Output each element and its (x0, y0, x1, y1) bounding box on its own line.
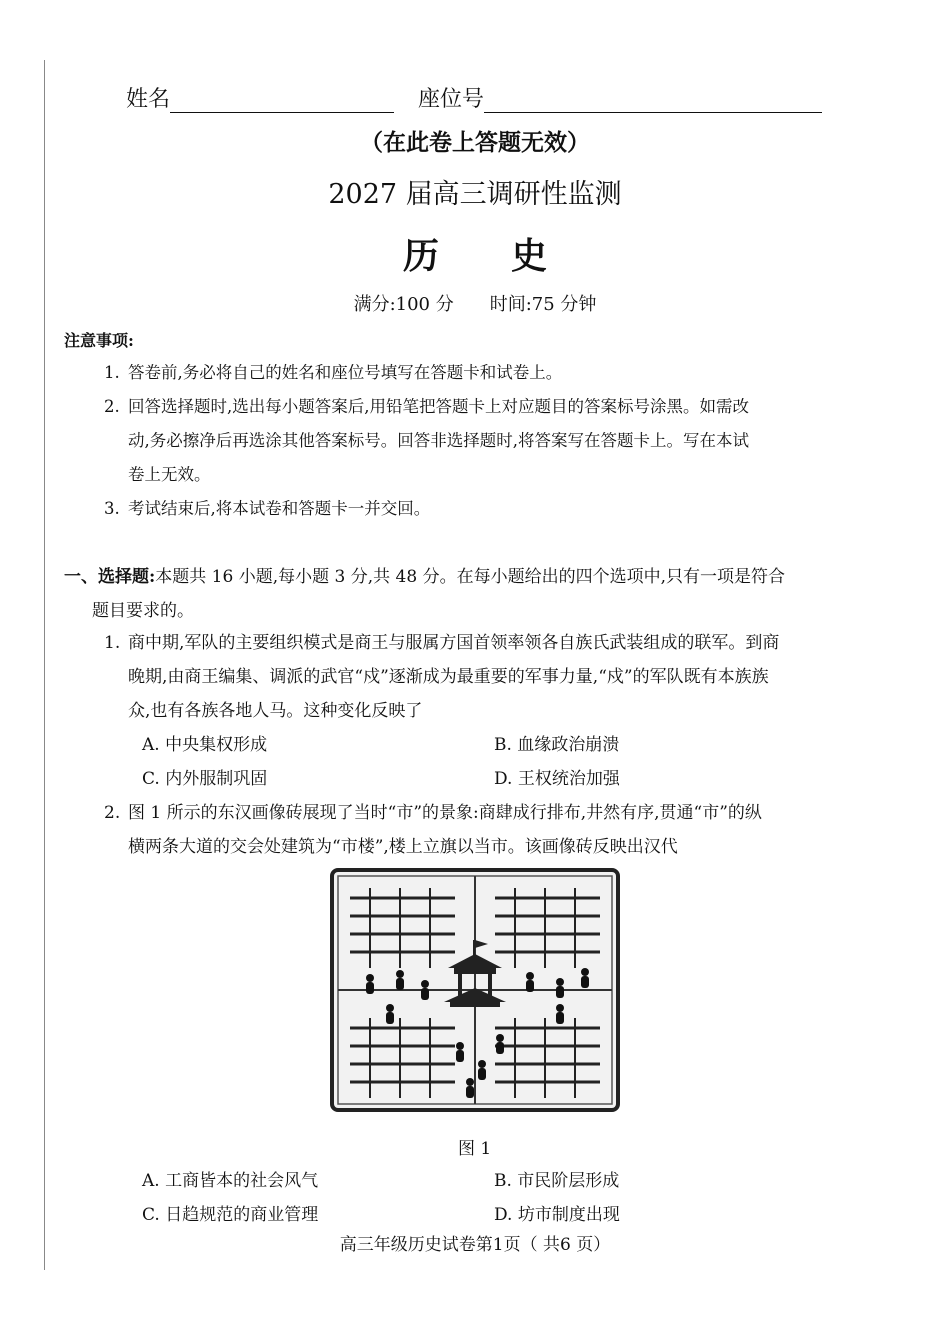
section-line: 本题共 16 小题,每小题 3 分,共 48 分。在每小题给出的四个选项中,只有一项是符合 (155, 567, 785, 587)
name-blank (170, 90, 394, 113)
figure-caption: 图 1 (458, 1139, 492, 1159)
notice-line: 答卷前,务必将自己的姓名和座位号填写在答题卡和试卷上。 (128, 363, 563, 382)
section-line: 题目要求的。 (92, 601, 194, 621)
notice-line: 动,务必擦净后再选涂其他答案标号。回答非选择题时,将答案写在答题卡上。写在本试 (128, 431, 749, 450)
question-num: 1. (104, 633, 121, 653)
q1-option-a: A. 中央集权形成 (142, 735, 268, 755)
notice-item-1 (104, 356, 894, 390)
q1-option-d: D. 王权统治加强 (494, 769, 620, 789)
q2-option-d: D. 坊市制度出现 (494, 1205, 620, 1225)
notice-num: 3. (104, 499, 120, 518)
notice-num: 2. (104, 397, 120, 416)
notice-item-2 (104, 390, 894, 492)
notice-title: 注意事项: (64, 331, 134, 350)
score-time: 满分:100 分 时间:75 分钟 (353, 294, 597, 315)
section-heading (64, 560, 894, 628)
question-line: 横两条大道的交会处建筑为“市楼”,楼上立旗以当市。该画像砖反映出汉代 (128, 837, 678, 857)
notice-line: 回答选择题时,选出每小题答案后,用铅笔把答题卡上对应题目的答案标号涂黑。如需改 (128, 397, 749, 416)
seat-field (418, 82, 822, 113)
seat-label: 座位号 (418, 87, 485, 112)
notice-line: 考试结束后,将本试卷和答题卡一并交回。 (128, 499, 431, 518)
question-2 (104, 796, 894, 864)
seat-blank (484, 90, 822, 113)
notice-num: 1. (104, 363, 120, 382)
page-footer: 高三年级历史试卷第1页（ 共6 页） (339, 1235, 611, 1255)
section-title: 一、选择题: (64, 567, 156, 587)
notice-line: 卷上无效。 (128, 465, 211, 484)
question-line: 商中期,军队的主要组织模式是商王与服属方国首领率领各自族氏武装组成的联军。到商 (128, 633, 780, 653)
question-line: 图 1 所示的东汉画像砖展现了当时“市”的景象:商肆成行排布,井然有序,贯通“市”的纵 (128, 803, 762, 823)
market-brick-relief-image (330, 868, 620, 1112)
name-label: 姓名 (126, 87, 171, 112)
notice-item-3 (104, 492, 894, 526)
q1-option-b: B. 血缘政治崩溃 (494, 735, 620, 755)
question-line: 众,也有各族各地人马。这种变化反映了 (128, 701, 423, 721)
exam-title: 2027 届高三调研性监测 (328, 179, 622, 210)
q2-option-a: A. 工商皆本的社会风气 (142, 1171, 319, 1191)
invalid-note: （在此卷上答题无效） (360, 129, 590, 156)
question-line: 晚期,由商王编集、调派的武官“戍”逐渐成为最重要的军事力量,“戍”的军队既有本族族 (128, 667, 769, 687)
name-field (126, 82, 394, 113)
question-num: 2. (104, 803, 121, 823)
q2-option-c: C. 日趋规范的商业管理 (142, 1205, 319, 1225)
q2-option-b: B. 市民阶层形成 (494, 1171, 620, 1191)
question-1 (104, 626, 894, 728)
subject-title: 历 史 (402, 235, 547, 277)
q1-option-c: C. 内外服制巩固 (142, 769, 268, 789)
